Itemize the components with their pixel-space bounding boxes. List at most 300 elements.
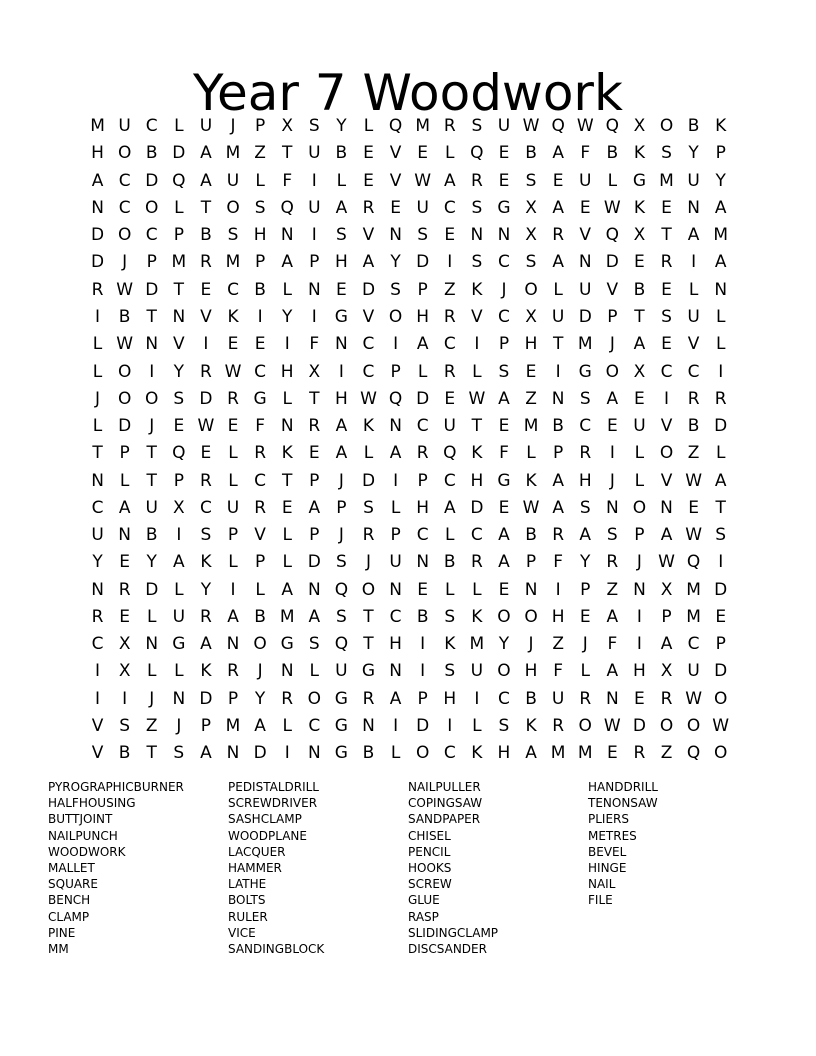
grid-letter[interactable]: B	[443, 552, 456, 573]
grid-letter[interactable]: A	[552, 497, 564, 518]
grid-letter[interactable]: C	[443, 743, 456, 764]
grid-letter[interactable]: Q	[388, 388, 403, 409]
grid-letter[interactable]: A	[687, 225, 700, 246]
grid-letter[interactable]: C	[416, 525, 429, 546]
grid-letter[interactable]: M	[686, 606, 701, 627]
grid-letter[interactable]: P	[309, 470, 320, 491]
grid-letter[interactable]: N	[416, 552, 430, 573]
grid-letter[interactable]: D	[307, 552, 321, 573]
grid-letter[interactable]: L	[417, 361, 428, 382]
grid-letter[interactable]: M	[577, 334, 593, 355]
grid-letter[interactable]: N	[226, 743, 240, 764]
grid-letter[interactable]: A	[200, 634, 212, 655]
grid-letter[interactable]: R	[470, 170, 483, 191]
grid-letter[interactable]: Z	[687, 443, 700, 464]
grid-letter[interactable]: L	[282, 279, 292, 300]
grid-letter[interactable]: X	[633, 361, 646, 382]
grid-letter[interactable]: I	[122, 688, 128, 709]
grid-letter[interactable]: N	[389, 416, 402, 437]
grid-letter[interactable]: Z	[552, 634, 564, 655]
grid-letter[interactable]: R	[362, 525, 375, 546]
grid-letter[interactable]: P	[417, 470, 428, 491]
grid-letter[interactable]: D	[470, 497, 484, 518]
grid-letter[interactable]: V	[389, 170, 402, 191]
grid-letter[interactable]: E	[552, 170, 564, 191]
grid-letter[interactable]: N	[389, 225, 402, 246]
grid-letter[interactable]: I	[718, 552, 724, 573]
grid-letter[interactable]: H	[551, 606, 565, 627]
grid-letter[interactable]: J	[149, 416, 155, 437]
grid-letter[interactable]: A	[200, 743, 212, 764]
grid-letter[interactable]: M	[577, 743, 593, 764]
grid-letter[interactable]: E	[444, 225, 456, 246]
grid-letter[interactable]: D	[253, 743, 267, 764]
grid-letter[interactable]: O	[117, 361, 132, 382]
grid-letter[interactable]: B	[254, 279, 266, 300]
grid-letter[interactable]: A	[443, 497, 456, 518]
grid-letter[interactable]: I	[95, 661, 101, 682]
grid-letter[interactable]: D	[714, 416, 728, 437]
grid-letter[interactable]: M	[686, 579, 701, 600]
grid-letter[interactable]: I	[95, 306, 101, 327]
grid-letter[interactable]: N	[578, 252, 592, 273]
grid-letter[interactable]: U	[443, 416, 456, 437]
grid-letter[interactable]: I	[555, 361, 561, 382]
grid-letter[interactable]: I	[636, 606, 642, 627]
grid-letter[interactable]: N	[551, 388, 565, 409]
grid-letter[interactable]: N	[307, 743, 321, 764]
grid-letter[interactable]: P	[309, 252, 320, 273]
grid-letter[interactable]: R	[443, 361, 456, 382]
grid-letter[interactable]: O	[578, 715, 592, 736]
grid-letter[interactable]: A	[579, 525, 592, 546]
grid-letter[interactable]: I	[718, 361, 724, 382]
grid-letter[interactable]: N	[145, 634, 159, 655]
grid-letter[interactable]: G	[334, 688, 348, 709]
grid-letter[interactable]: Q	[334, 579, 349, 600]
grid-letter[interactable]: Y	[173, 361, 185, 382]
grid-letter[interactable]: X	[660, 579, 673, 600]
grid-letter[interactable]: T	[146, 470, 157, 491]
grid-letter[interactable]: L	[146, 661, 157, 682]
grid-letter[interactable]: A	[660, 525, 673, 546]
grid-letter[interactable]: L	[174, 116, 184, 137]
grid-letter[interactable]: G	[334, 306, 348, 327]
grid-letter[interactable]: A	[335, 416, 348, 437]
grid-letter[interactable]: Q	[551, 116, 565, 137]
grid-letter[interactable]: H	[524, 334, 538, 355]
grid-letter[interactable]: X	[118, 634, 131, 655]
grid-letter[interactable]: C	[443, 470, 456, 491]
grid-letter[interactable]: B	[525, 525, 537, 546]
grid-letter[interactable]: W	[522, 497, 540, 518]
grid-letter[interactable]: S	[173, 388, 185, 409]
grid-letter[interactable]: N	[307, 279, 321, 300]
grid-letter[interactable]: S	[498, 361, 510, 382]
grid-letter[interactable]: C	[118, 197, 131, 218]
grid-letter[interactable]: F	[499, 443, 509, 464]
grid-letter[interactable]: J	[582, 634, 588, 655]
grid-letter[interactable]: C	[308, 715, 321, 736]
grid-letter[interactable]: R	[91, 279, 104, 300]
grid-letter[interactable]: Y	[92, 552, 103, 573]
grid-letter[interactable]: L	[634, 470, 645, 491]
grid-letter[interactable]: L	[255, 579, 265, 600]
grid-letter[interactable]: V	[91, 743, 104, 764]
grid-letter[interactable]: W	[685, 470, 703, 491]
grid-letter[interactable]: T	[363, 634, 374, 655]
grid-letter[interactable]: S	[200, 525, 212, 546]
grid-letter[interactable]: K	[281, 443, 293, 464]
grid-letter[interactable]: G	[578, 361, 592, 382]
grid-letter[interactable]: T	[552, 334, 564, 355]
grid-letter[interactable]: N	[118, 525, 131, 546]
grid-letter[interactable]: R	[118, 579, 131, 600]
grid-letter[interactable]: B	[254, 606, 266, 627]
grid-letter[interactable]: C	[91, 497, 104, 518]
grid-letter[interactable]: P	[390, 525, 401, 546]
grid-letter[interactable]: A	[200, 143, 212, 164]
grid-letter[interactable]: T	[200, 197, 212, 218]
grid-letter[interactable]: K	[471, 443, 483, 464]
grid-letter[interactable]: U	[416, 197, 429, 218]
grid-letter[interactable]: N	[145, 334, 159, 355]
grid-letter[interactable]: U	[226, 170, 240, 191]
grid-letter[interactable]: I	[691, 252, 697, 273]
grid-letter[interactable]: T	[173, 279, 185, 300]
grid-letter[interactable]: W	[468, 388, 486, 409]
grid-letter[interactable]: R	[660, 252, 673, 273]
grid-letter[interactable]: L	[445, 143, 455, 164]
grid-letter[interactable]: A	[498, 525, 510, 546]
grid-letter[interactable]: S	[444, 606, 456, 627]
grid-letter[interactable]: S	[525, 170, 537, 191]
grid-letter[interactable]: K	[471, 743, 483, 764]
grid-letter[interactable]: A	[281, 579, 294, 600]
grid-letter[interactable]: C	[389, 606, 402, 627]
grid-letter[interactable]: T	[363, 606, 374, 627]
grid-letter[interactable]: L	[255, 170, 265, 191]
grid-letter[interactable]: D	[145, 170, 159, 191]
grid-letter[interactable]: I	[664, 388, 670, 409]
grid-letter[interactable]: N	[389, 661, 402, 682]
grid-letter[interactable]: T	[146, 443, 157, 464]
grid-letter[interactable]: C	[254, 361, 267, 382]
grid-letter[interactable]: W	[116, 279, 134, 300]
grid-letter[interactable]: L	[282, 525, 292, 546]
grid-letter[interactable]: P	[146, 252, 157, 273]
grid-letter[interactable]: E	[417, 143, 429, 164]
grid-letter[interactable]: A	[389, 688, 402, 709]
grid-letter[interactable]: H	[416, 306, 430, 327]
grid-letter[interactable]: A	[498, 388, 510, 409]
grid-letter[interactable]: G	[334, 715, 348, 736]
grid-letter[interactable]: I	[420, 661, 426, 682]
grid-letter[interactable]: I	[311, 225, 317, 246]
grid-letter[interactable]: E	[498, 170, 510, 191]
grid-letter[interactable]: L	[119, 470, 130, 491]
grid-letter[interactable]: N	[470, 225, 484, 246]
grid-letter[interactable]: A	[254, 715, 266, 736]
grid-letter[interactable]: D	[361, 279, 376, 300]
grid-letter[interactable]: D	[416, 252, 430, 273]
grid-letter[interactable]: M	[469, 634, 485, 655]
grid-letter[interactable]: A	[362, 252, 375, 273]
grid-letter[interactable]: W	[224, 361, 242, 382]
grid-letter[interactable]: E	[525, 361, 537, 382]
grid-letter[interactable]: M	[225, 143, 241, 164]
grid-letter[interactable]: B	[552, 416, 564, 437]
grid-letter[interactable]: C	[199, 497, 212, 518]
grid-letter[interactable]: L	[92, 361, 103, 382]
grid-letter[interactable]: G	[361, 661, 376, 682]
grid-letter[interactable]: T	[282, 470, 293, 491]
grid-letter[interactable]: L	[228, 470, 238, 491]
grid-letter[interactable]: Y	[146, 552, 157, 573]
grid-letter[interactable]: A	[633, 334, 646, 355]
grid-letter[interactable]: A	[389, 443, 402, 464]
grid-letter[interactable]: V	[254, 525, 266, 546]
grid-letter[interactable]: I	[474, 334, 480, 355]
grid-letter[interactable]: J	[149, 688, 155, 709]
grid-letter[interactable]: R	[579, 688, 592, 709]
grid-letter[interactable]: N	[172, 688, 186, 709]
grid-letter[interactable]: Y	[715, 170, 726, 191]
grid-letter[interactable]: S	[471, 252, 483, 273]
grid-letter[interactable]: U	[687, 306, 700, 327]
grid-letter[interactable]: V	[200, 306, 212, 327]
grid-letter[interactable]: E	[634, 388, 645, 409]
grid-letter[interactable]: O	[605, 361, 620, 382]
grid-letter[interactable]: J	[528, 634, 534, 655]
grid-letter[interactable]: P	[553, 443, 564, 464]
grid-letter[interactable]: C	[498, 252, 510, 273]
grid-letter[interactable]: X	[525, 306, 537, 327]
grid-letter[interactable]: L	[228, 552, 238, 573]
grid-letter[interactable]: W	[603, 715, 621, 736]
grid-letter[interactable]: G	[632, 170, 647, 191]
grid-letter[interactable]: K	[471, 606, 483, 627]
grid-letter[interactable]: R	[281, 688, 294, 709]
grid-letter[interactable]: T	[471, 416, 483, 437]
grid-letter[interactable]: G	[497, 470, 511, 491]
grid-letter[interactable]: N	[605, 688, 619, 709]
grid-letter[interactable]: A	[714, 252, 727, 273]
grid-letter[interactable]: E	[498, 143, 510, 164]
grid-letter[interactable]: O	[497, 661, 511, 682]
grid-letter[interactable]: R	[200, 606, 212, 627]
grid-letter[interactable]: L	[445, 525, 455, 546]
grid-letter[interactable]: R	[227, 388, 239, 409]
grid-letter[interactable]: R	[714, 388, 727, 409]
grid-letter[interactable]: R	[470, 552, 483, 573]
grid-letter[interactable]: H	[416, 497, 430, 518]
grid-letter[interactable]: Q	[470, 143, 484, 164]
grid-letter[interactable]: K	[444, 634, 456, 655]
grid-letter[interactable]: O	[524, 606, 538, 627]
grid-letter[interactable]: Q	[686, 552, 701, 573]
grid-letter[interactable]: U	[308, 197, 321, 218]
grid-letter[interactable]: R	[552, 715, 565, 736]
grid-letter[interactable]: J	[176, 715, 182, 736]
grid-letter[interactable]: E	[498, 416, 510, 437]
grid-letter[interactable]: N	[660, 497, 673, 518]
grid-letter[interactable]: N	[91, 579, 104, 600]
grid-letter[interactable]: M	[90, 116, 105, 137]
grid-letter[interactable]: I	[257, 306, 263, 327]
grid-letter[interactable]: J	[230, 116, 236, 137]
grid-letter[interactable]: D	[118, 416, 132, 437]
grid-letter[interactable]: E	[200, 279, 212, 300]
grid-letter[interactable]: T	[282, 143, 293, 164]
grid-letter[interactable]: L	[390, 497, 401, 518]
grid-letter[interactable]: E	[579, 606, 591, 627]
grid-letter[interactable]: Q	[605, 116, 620, 137]
grid-letter[interactable]: L	[309, 661, 320, 682]
grid-letter[interactable]: L	[228, 443, 238, 464]
grid-letter[interactable]: D	[145, 579, 159, 600]
grid-letter[interactable]: O	[226, 197, 240, 218]
grid-letter[interactable]: E	[119, 606, 131, 627]
grid-letter[interactable]: S	[579, 388, 591, 409]
grid-letter[interactable]: D	[145, 279, 159, 300]
grid-letter[interactable]: I	[609, 443, 615, 464]
grid-letter[interactable]: W	[658, 552, 675, 573]
grid-letter[interactable]: R	[660, 688, 673, 709]
grid-letter[interactable]: I	[393, 334, 399, 355]
grid-letter[interactable]: A	[552, 470, 564, 491]
grid-letter[interactable]: S	[254, 197, 266, 218]
grid-letter[interactable]: S	[308, 116, 320, 137]
grid-letter[interactable]: R	[200, 470, 212, 491]
grid-letter[interactable]: P	[200, 715, 212, 736]
grid-letter[interactable]: H	[497, 743, 511, 764]
grid-letter[interactable]: U	[226, 497, 240, 518]
grid-letter[interactable]: D	[714, 579, 728, 600]
grid-letter[interactable]: I	[149, 361, 155, 382]
grid-letter[interactable]: T	[661, 225, 672, 246]
grid-letter[interactable]: A	[714, 470, 727, 491]
grid-letter[interactable]: L	[445, 579, 455, 600]
grid-letter[interactable]: U	[145, 497, 158, 518]
grid-letter[interactable]: W	[522, 116, 540, 137]
grid-letter[interactable]: E	[661, 279, 672, 300]
grid-letter[interactable]: C	[579, 416, 592, 437]
grid-letter[interactable]: I	[230, 579, 236, 600]
grid-letter[interactable]: Q	[443, 443, 457, 464]
grid-letter[interactable]: I	[393, 715, 399, 736]
grid-letter[interactable]: U	[551, 306, 565, 327]
grid-letter[interactable]: A	[91, 170, 104, 191]
grid-letter[interactable]: Z	[443, 279, 456, 300]
grid-letter[interactable]: V	[362, 306, 375, 327]
grid-letter[interactable]: G	[253, 388, 267, 409]
grid-letter[interactable]: C	[254, 470, 267, 491]
grid-letter[interactable]: C	[498, 688, 510, 709]
grid-letter[interactable]: N	[362, 715, 375, 736]
grid-letter[interactable]: Q	[172, 170, 186, 191]
grid-letter[interactable]: W	[712, 715, 730, 736]
grid-letter[interactable]: V	[660, 416, 673, 437]
grid-letter[interactable]: H	[253, 225, 267, 246]
grid-letter[interactable]: C	[227, 279, 239, 300]
grid-letter[interactable]: P	[309, 525, 320, 546]
grid-letter[interactable]: I	[447, 715, 453, 736]
grid-letter[interactable]: O	[361, 579, 376, 600]
grid-letter[interactable]: O	[632, 497, 647, 518]
grid-letter[interactable]: O	[659, 116, 674, 137]
grid-letter[interactable]: B	[687, 116, 700, 137]
grid-letter[interactable]: S	[308, 634, 320, 655]
grid-letter[interactable]: A	[660, 634, 673, 655]
grid-letter[interactable]: G	[334, 743, 348, 764]
grid-letter[interactable]: F	[553, 552, 564, 573]
grid-letter[interactable]: E	[579, 197, 591, 218]
grid-letter[interactable]: L	[146, 606, 157, 627]
grid-letter[interactable]: E	[498, 579, 510, 600]
grid-letter[interactable]: B	[335, 143, 348, 164]
grid-letter[interactable]: F	[580, 143, 591, 164]
grid-letter[interactable]: U	[687, 661, 700, 682]
grid-letter[interactable]: L	[715, 334, 726, 355]
grid-letter[interactable]: O	[714, 743, 728, 764]
grid-letter[interactable]: I	[284, 743, 290, 764]
grid-letter[interactable]: L	[472, 715, 482, 736]
grid-letter[interactable]: O	[145, 388, 159, 409]
grid-letter[interactable]: U	[551, 688, 565, 709]
grid-letter[interactable]: M	[225, 715, 241, 736]
grid-letter[interactable]: U	[389, 552, 402, 573]
grid-letter[interactable]: K	[200, 552, 212, 573]
grid-letter[interactable]: U	[118, 116, 131, 137]
grid-letter[interactable]: B	[362, 743, 375, 764]
grid-letter[interactable]: A	[498, 552, 510, 573]
grid-letter[interactable]: N	[605, 497, 619, 518]
grid-letter[interactable]: L	[174, 579, 184, 600]
grid-letter[interactable]: P	[634, 525, 645, 546]
grid-letter[interactable]: P	[525, 552, 537, 573]
grid-letter[interactable]: P	[715, 634, 726, 655]
grid-letter[interactable]: B	[606, 143, 619, 164]
grid-letter[interactable]: Q	[280, 197, 294, 218]
grid-letter[interactable]: K	[227, 306, 239, 327]
grid-letter[interactable]: M	[225, 252, 241, 273]
grid-letter[interactable]: Y	[336, 116, 347, 137]
grid-letter[interactable]: S	[471, 116, 483, 137]
grid-letter[interactable]: L	[336, 170, 347, 191]
grid-letter[interactable]: W	[116, 334, 134, 355]
grid-letter[interactable]: Y	[390, 252, 401, 273]
grid-letter[interactable]: M	[279, 606, 295, 627]
grid-letter[interactable]: I	[420, 634, 426, 655]
grid-letter[interactable]: D	[91, 252, 105, 273]
grid-letter[interactable]: I	[338, 361, 344, 382]
grid-letter[interactable]: H	[470, 470, 484, 491]
grid-letter[interactable]: S	[363, 497, 374, 518]
grid-letter[interactable]: S	[661, 143, 672, 164]
grid-letter[interactable]: W	[576, 116, 594, 137]
grid-letter[interactable]: N	[307, 579, 321, 600]
grid-letter[interactable]: Z	[660, 743, 673, 764]
grid-letter[interactable]: M	[713, 225, 729, 246]
grid-letter[interactable]: E	[254, 334, 266, 355]
grid-letter[interactable]: P	[227, 688, 239, 709]
grid-letter[interactable]: R	[443, 116, 456, 137]
grid-letter[interactable]: N	[280, 225, 294, 246]
grid-letter[interactable]: R	[579, 443, 592, 464]
grid-letter[interactable]: K	[200, 661, 212, 682]
grid-letter[interactable]: E	[688, 497, 699, 518]
